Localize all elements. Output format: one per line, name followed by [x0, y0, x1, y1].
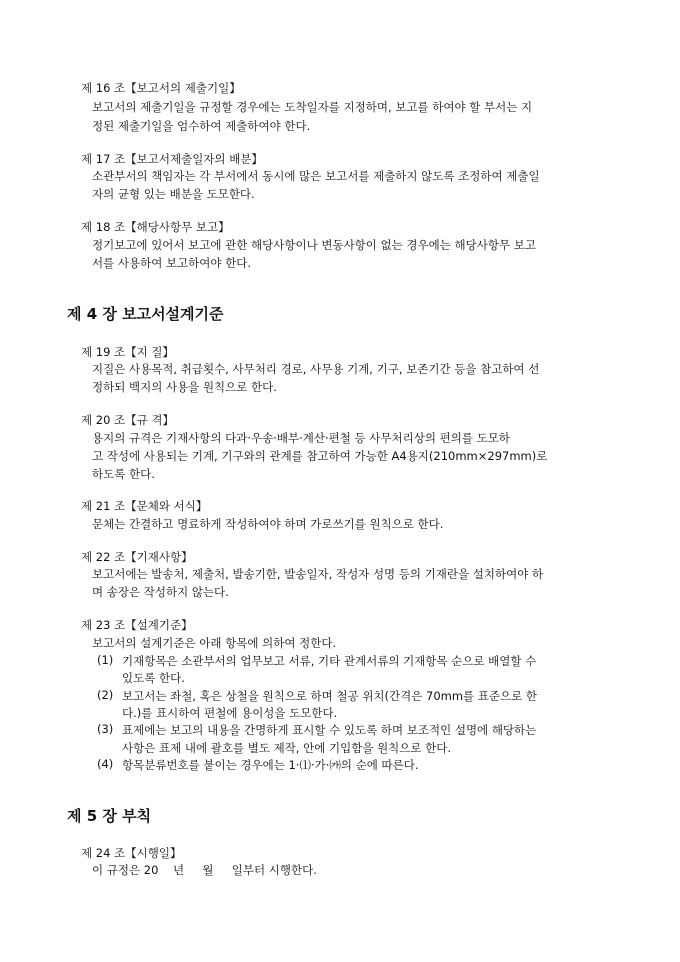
article-20-line-3: 하도록 한다. — [92, 467, 155, 481]
article-18-line-2: 서를 사용하여 보고하여야 한다. — [92, 256, 252, 270]
chapter-5-heading: 제 5 장 부칙 — [67, 807, 152, 825]
item-3-line-1: 표제에는 보고의 내용을 간명하게 표시할 수 있도록 하며 보조적인 설명에 해당하는 — [122, 723, 537, 737]
article-18-title: 제 18 조【해당사항무 보고】 — [81, 220, 230, 234]
article-16-line-2: 정된 제출기일을 엄수하여 제출하여야 한다. — [92, 119, 311, 133]
item-3-number: (3) — [97, 722, 114, 736]
article-19-line-2: 정하되 백지의 사용을 원칙으로 한다. — [92, 380, 277, 394]
item-1-number: (1) — [97, 653, 114, 667]
article-20-title: 제 20 조【규 격】 — [81, 413, 175, 427]
article-19-title: 제 19 조【지 질】 — [81, 345, 175, 359]
article-16-title: 제 16 조【보고서의 제출기일】 — [81, 81, 241, 95]
article-20-line-2: 고 작성에 사용되는 기계, 기구와의 관계를 참고하여 가능한 A4용지(210mm×297mm)로 — [92, 449, 548, 463]
article-17-line-1: 소관부서의 책임자는 각 부서에서 동시에 많은 보고서를 제출하지 않도록 조정하여 제출일 — [92, 169, 540, 183]
article-21-title: 제 21 조【문체와 서식】 — [81, 499, 208, 513]
item-3-line-2: 사항은 표제 내에 괄호를 별도 제작, 안에 기입함을 원칙으로 한다. — [122, 741, 452, 755]
item-4-line-1: 항목분류번호를 붙이는 경우에는 1·⑴·가·㈎의 순에 따른다. — [122, 758, 419, 772]
item-2-line-2: 다.)를 표시하여 편철에 용이성을 도모한다. — [122, 706, 338, 720]
article-17-title: 제 17 조【보고서제출일자의 배분】 — [81, 152, 263, 166]
item-2-line-1: 보고서는 좌철, 혹은 상철을 원칙으로 하며 철공 위치(간격은 70mm를 표준으로 한 — [122, 689, 538, 703]
article-16-line-1: 보고서의 제출기일을 규정할 경우에는 도착일자를 지정하며, 보고를 하여야 할 부서는 지 — [92, 100, 533, 114]
item-1-line-1: 기재항목은 소관부서의 업무보고 서류, 기타 관계서류의 기재항목 순으로 배열할 수 — [122, 654, 537, 668]
article-17-line-2: 자의 균형 있는 배분을 도모한다. — [92, 187, 255, 201]
article-24-title: 제 24 조【시행일】 — [81, 846, 182, 860]
article-18-line-1: 정기보고에 있어서 보고에 관한 해당사항이나 변동사항이 없는 경우에는 해당사항무 보고 — [92, 238, 536, 252]
article-22-title: 제 22 조【기재사항】 — [81, 550, 193, 564]
item-2-number: (2) — [97, 688, 114, 702]
article-21-line-1: 문체는 간결하고 명료하게 작성하여야 하며 가로쓰기를 원칙으로 한다. — [92, 517, 444, 531]
article-23-line-1: 보고서의 설계기준은 아래 항목에 의하여 정한다. — [92, 636, 337, 650]
article-20-line-1: 용지의 규격은 기재사항의 다과·우송·배부·계산·편철 등 사무처리상의 편의를 도모하 — [92, 431, 510, 445]
article-22-line-1: 보고서에는 발송처, 제출처, 발송기한, 발송일자, 작성자 성명 등의 기재란을 설치하여야 하 — [92, 567, 544, 581]
article-19-line-1: 지질은 사용목적, 취급횟수, 사무처리 경로, 사무용 기계, 기구, 보존기간 등을 참고하여 선 — [92, 362, 540, 376]
chapter-4-heading: 제 4 장 보고서설계기준 — [67, 305, 224, 323]
article-22-line-2: 며 송장은 작성하지 않는다. — [92, 585, 229, 599]
article-23-title: 제 23 조【설계기준】 — [81, 618, 193, 632]
item-4-number: (4) — [97, 757, 114, 771]
item-1-line-2: 있도록 한다. — [122, 671, 185, 685]
article-24-line-1: 이 규정은 20 년 월 일부터 시행한다. — [92, 863, 317, 877]
